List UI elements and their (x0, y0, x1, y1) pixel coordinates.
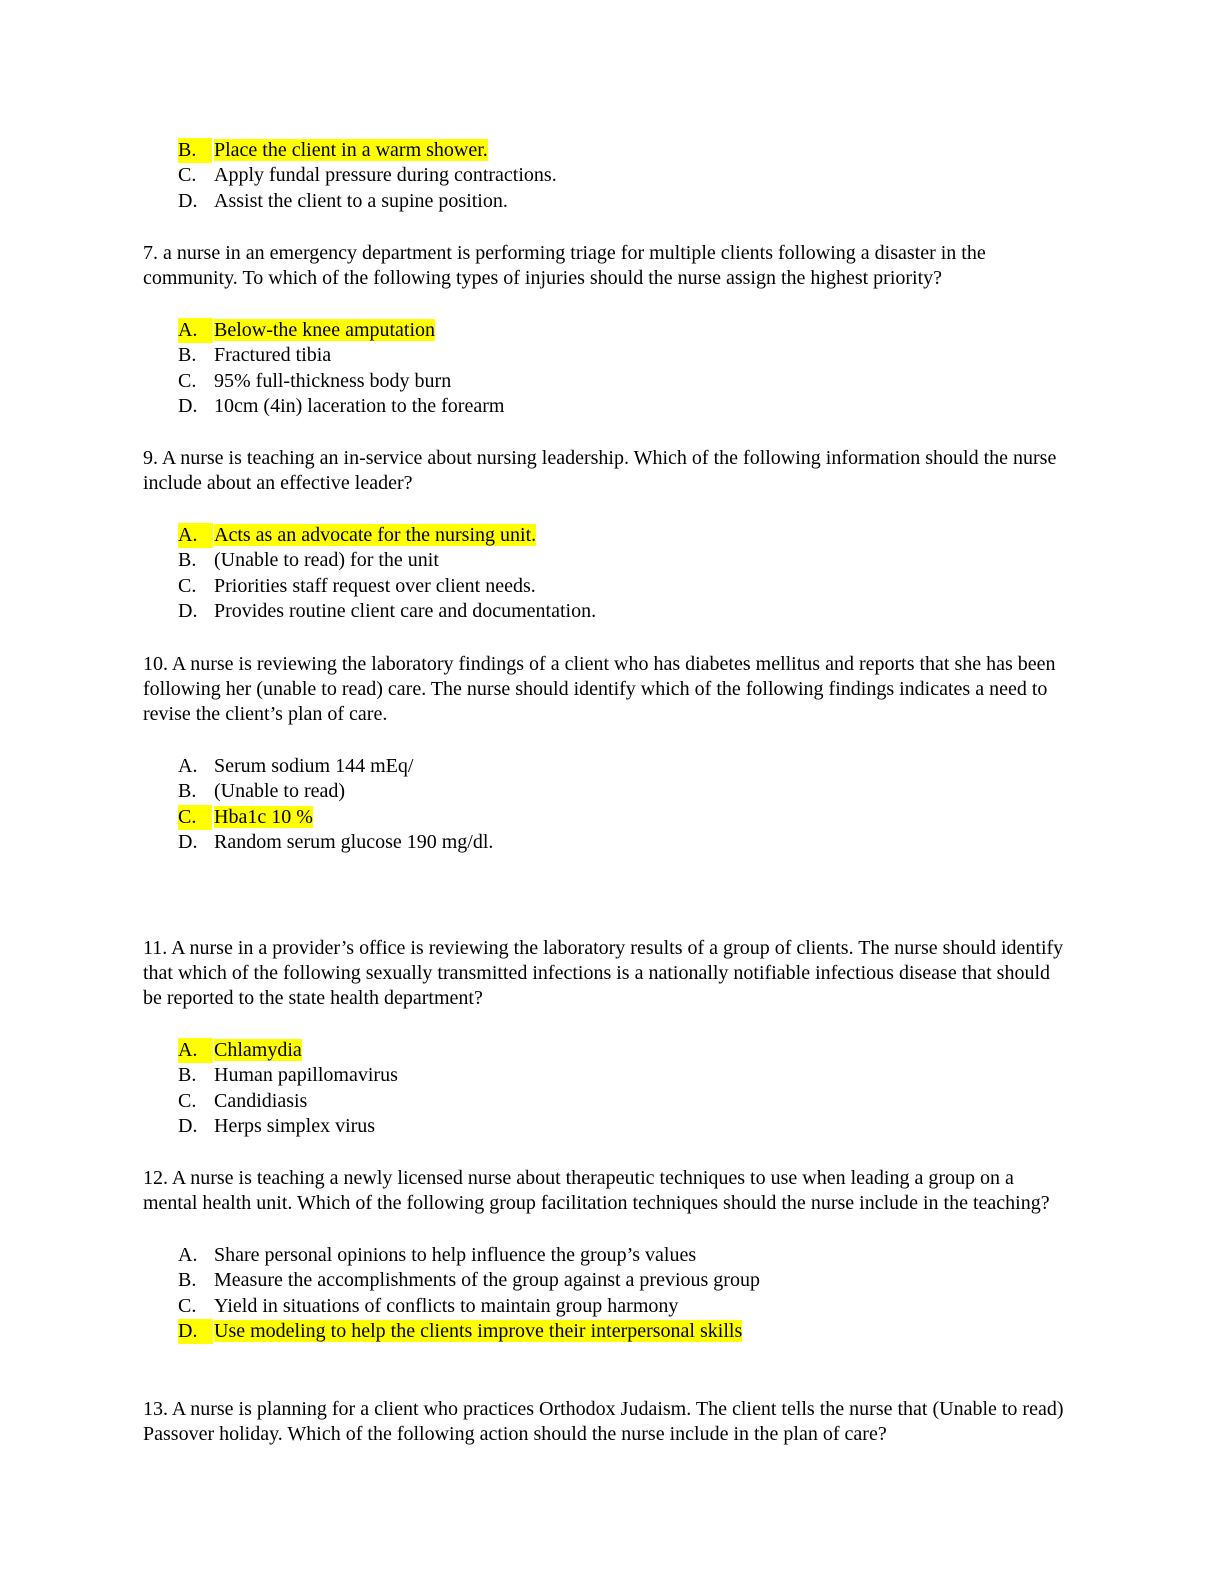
answer-option (143, 343, 1068, 368)
option-text: Share personal opinions to help influence the group’s values (214, 1244, 697, 1266)
question-text: 10. A nurse is reviewing the laboratory findings of a client who has diabetes mellitus and reports that she has been following her (unable to read) care. The nurse should identify which of the following findings indicates a need to revise the client’s plan of care. (143, 653, 1056, 725)
answer-option (143, 754, 1068, 779)
answer-options (143, 523, 1068, 624)
question-text: 11. A nurse in a provider’s office is reviewing the laboratory results of a group of clients. The nurse should identify that which of the following sexually transmitted infections is a nationally notifiable infectious disease that should be reported to the state health department? (143, 937, 1064, 1009)
option-text: Priorities staff request over client needs. (214, 574, 536, 597)
option-letter: A. (178, 1038, 213, 1063)
answer-option (143, 548, 1068, 573)
option-letter: C. (178, 805, 212, 830)
answer-option (143, 779, 1068, 804)
answer-option (143, 394, 1068, 419)
option-letter: D. (178, 394, 198, 417)
option-text: (Unable to read) for the unit (214, 549, 439, 572)
option-text: 95% full-thickness body burn (214, 369, 452, 392)
option-letter: B. (178, 1269, 197, 1292)
option-letter: D. (178, 1319, 213, 1344)
option-text: Yield in situations of conflicts to maintain group harmony (214, 1294, 679, 1317)
option-letter: A. (178, 523, 213, 548)
option-letter: C. (178, 164, 197, 187)
question-9 (143, 446, 1068, 624)
option-text: Candidiasis (214, 1089, 308, 1112)
option-letter: B. (178, 344, 197, 367)
option-text: Serum sodium 144 mEq/ (214, 755, 414, 777)
option-text: Herps simplex virus (214, 1114, 376, 1137)
option-text: Hba1c 10 % (214, 805, 313, 828)
answer-option (143, 318, 1068, 343)
question-text: 13. A nurse is planning for a client who practices Orthodox Judaism. The client tells the nurse that (Unable to read) Passover holiday. Which of the following action should the nurse include in the plan of care? (143, 1398, 1064, 1445)
answer-options (143, 1038, 1068, 1139)
option-letter: A. (178, 755, 198, 777)
answer-option (143, 1063, 1068, 1088)
option-text: Human papillomavirus (214, 1064, 398, 1087)
question-12 (143, 1166, 1068, 1344)
option-text: Provides routine client care and documentation. (214, 599, 597, 622)
option-text: Place the client in a warm shower. (214, 139, 488, 161)
answer-options (143, 1243, 1068, 1344)
question-11 (143, 936, 1068, 1139)
option-letter: C. (178, 574, 197, 597)
answer-option (143, 163, 1068, 188)
question-7 (143, 241, 1068, 419)
option-text: Assist the client to a supine position. (214, 189, 508, 212)
answer-option (143, 138, 1068, 163)
answer-option (143, 1089, 1068, 1114)
option-letter: A. (178, 318, 213, 343)
question-text: 12. A nurse is teaching a newly licensed nurse about therapeutic techniques to use when leading a group on a mental health unit. Which of the following group facilitation techniques should the nurse include in the teaching? (143, 1167, 1050, 1214)
answer-options (143, 754, 1068, 855)
option-text: (Unable to read) (214, 780, 346, 803)
option-letter: C. (178, 1089, 197, 1112)
option-text: Chlamydia (214, 1039, 302, 1061)
option-text: Use modeling to help the clients improve their interpersonal skills (214, 1319, 743, 1342)
answer-option (143, 1243, 1068, 1268)
continued-options (143, 138, 1068, 214)
option-letter: B. (178, 138, 212, 163)
answer-option (143, 369, 1068, 394)
option-letter: B. (178, 1064, 197, 1087)
answer-option (143, 599, 1068, 624)
answer-option (143, 1294, 1068, 1319)
answer-option (143, 1268, 1068, 1293)
answer-option (143, 189, 1068, 214)
option-letter: D. (178, 1114, 198, 1137)
option-text: Measure the accomplishments of the group against a previous group (214, 1269, 760, 1292)
option-text: Below-the knee amputation (214, 319, 436, 341)
answer-option (143, 523, 1068, 548)
question-text: 7. a nurse in an emergency department is performing triage for multiple clients following a disaster in the community. To which of the following types of injuries should the nurse assign the highest priority? (143, 242, 986, 289)
option-text: Apply fundal pressure during contractions. (214, 164, 557, 187)
option-letter: C. (178, 1294, 197, 1317)
answer-option (143, 1038, 1068, 1063)
answer-option (143, 805, 1068, 830)
answer-option (143, 574, 1068, 599)
question-text: 9. A nurse is teaching an in-service about nursing leadership. Which of the following information should the nurse include about an effective leader? (143, 447, 1057, 494)
option-letter: D. (178, 189, 198, 212)
answer-option (143, 1319, 1068, 1344)
answer-options (143, 318, 1068, 419)
option-letter: A. (178, 1244, 198, 1266)
option-text: Random serum glucose 190 mg/dl. (214, 830, 494, 853)
option-letter: B. (178, 780, 197, 803)
question-10 (143, 652, 1068, 855)
option-text: 10cm (4in) laceration to the forearm (214, 394, 505, 417)
option-text: Fractured tibia (214, 344, 332, 367)
option-text: Acts as an advocate for the nursing unit. (214, 524, 537, 546)
option-letter: D. (178, 599, 198, 622)
option-letter: B. (178, 549, 197, 572)
option-letter: C. (178, 369, 197, 392)
answer-option (143, 1114, 1068, 1139)
answer-option (143, 830, 1068, 855)
question-13 (143, 1397, 1068, 1447)
option-letter: D. (178, 830, 198, 853)
